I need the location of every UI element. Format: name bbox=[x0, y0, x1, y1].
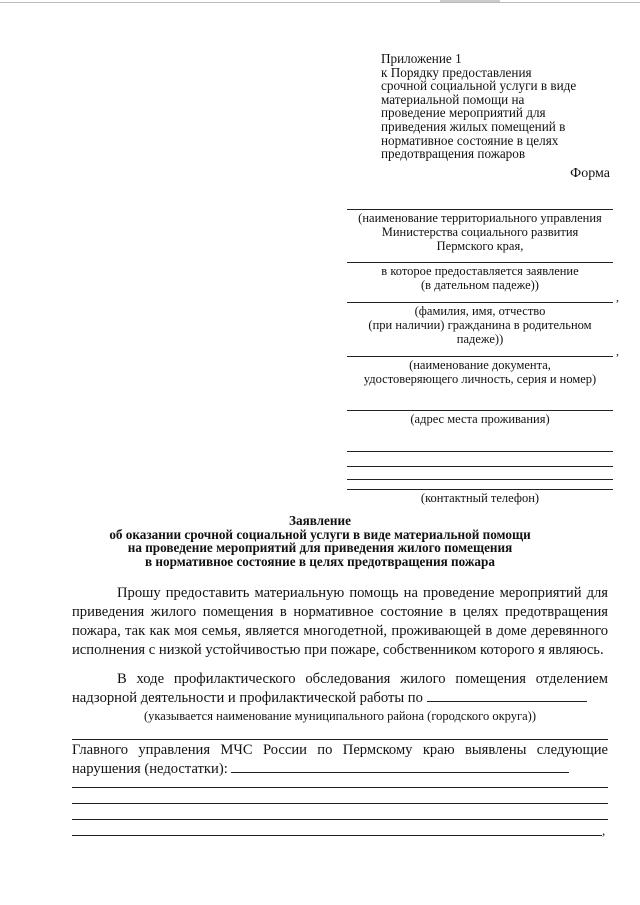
applicant-name-field[interactable] bbox=[347, 290, 619, 346]
municipality-caption: (указывается наименование муниципального района (городского округа)) bbox=[144, 709, 536, 723]
violations-text: Главного управления МЧС России по Пермскому краю выявлены следующие нарушения (недостатки): bbox=[72, 742, 608, 777]
comma: , bbox=[616, 290, 619, 304]
residence-address-field[interactable] bbox=[347, 410, 613, 426]
municipality-blank[interactable] bbox=[427, 689, 587, 702]
extra-fill-line[interactable] bbox=[347, 451, 613, 452]
contact-phone-field[interactable] bbox=[347, 489, 613, 505]
violations-blank[interactable] bbox=[231, 760, 569, 773]
inspection-paragraph bbox=[72, 670, 608, 708]
end-comma: , bbox=[602, 823, 606, 838]
field-caption: (фамилия, имя, отчество (при наличии) гражданина в родительном падеже)) bbox=[368, 304, 592, 346]
field-caption: (наименование территориального управления Министерства социального развития Пермского края, bbox=[358, 211, 602, 253]
identity-document-field[interactable] bbox=[347, 344, 619, 386]
appendix-header bbox=[381, 52, 621, 161]
comma: , bbox=[616, 344, 619, 358]
title-line: в нормативное состояние в целях предотвращения пожара bbox=[145, 553, 495, 569]
scan-edge-line bbox=[0, 2, 640, 3]
title-line: Заявление bbox=[289, 513, 351, 528]
field-caption: (наименование документа, удостоверяющего личность, серия и номер) bbox=[363, 358, 597, 386]
scan-edge-mark bbox=[440, 0, 500, 2]
field-caption: (контактный телефон) bbox=[420, 491, 540, 505]
violations-fill-line[interactable] bbox=[72, 835, 602, 836]
appendix-line: Приложение 1 bbox=[381, 51, 462, 66]
violations-fill-line[interactable] bbox=[72, 787, 608, 788]
title-line: об оказании срочной социальной услуги в виде материальной помощи bbox=[109, 526, 531, 542]
appendix-line: приведения жилых помещений в bbox=[381, 118, 566, 134]
document-title bbox=[0, 514, 640, 568]
inspection-text: В ходе профилактического обследования жилого помещения отделением надзорной деятельности и профилактической работы по bbox=[72, 671, 608, 706]
violations-paragraph bbox=[72, 741, 608, 779]
extra-fill-line[interactable] bbox=[347, 466, 613, 467]
title-line: на проведение мероприятий для приведения жилого помещения bbox=[127, 540, 513, 556]
office-dative-field[interactable] bbox=[347, 262, 613, 292]
territorial-office-field[interactable] bbox=[347, 209, 613, 253]
municipality-fill-line[interactable] bbox=[72, 739, 608, 740]
field-caption: (адрес места проживания) bbox=[410, 412, 550, 426]
appendix-line: к Порядку предоставления bbox=[381, 64, 532, 80]
appendix-line: срочной социальной услуги в виде bbox=[381, 78, 577, 94]
field-caption: в которое предоставляется заявление (в дательном падеже)) bbox=[381, 264, 579, 292]
appendix-line: материальной помощи на bbox=[381, 91, 525, 107]
extra-fill-line[interactable] bbox=[347, 479, 613, 480]
request-paragraph: Прошу предоставить материальную помощь на проведение мероприятий для приведения жилого помещения в нормативное состояние в целях предотвращения пожара, так как моя семья, является многодетной, проживающей в доме деревянного исполнения с низкой устойчивостью при пожаре, собственником которого я являюсь. bbox=[72, 585, 608, 658]
appendix-line: нормативное состояние в целях bbox=[381, 132, 559, 148]
appendix-line: проведение мероприятий для bbox=[381, 105, 546, 121]
violations-fill-line[interactable] bbox=[72, 803, 608, 804]
appendix-line: предотвращения пожаров bbox=[381, 146, 526, 162]
form-label: Форма bbox=[570, 166, 610, 181]
violations-fill-line[interactable] bbox=[72, 819, 608, 820]
